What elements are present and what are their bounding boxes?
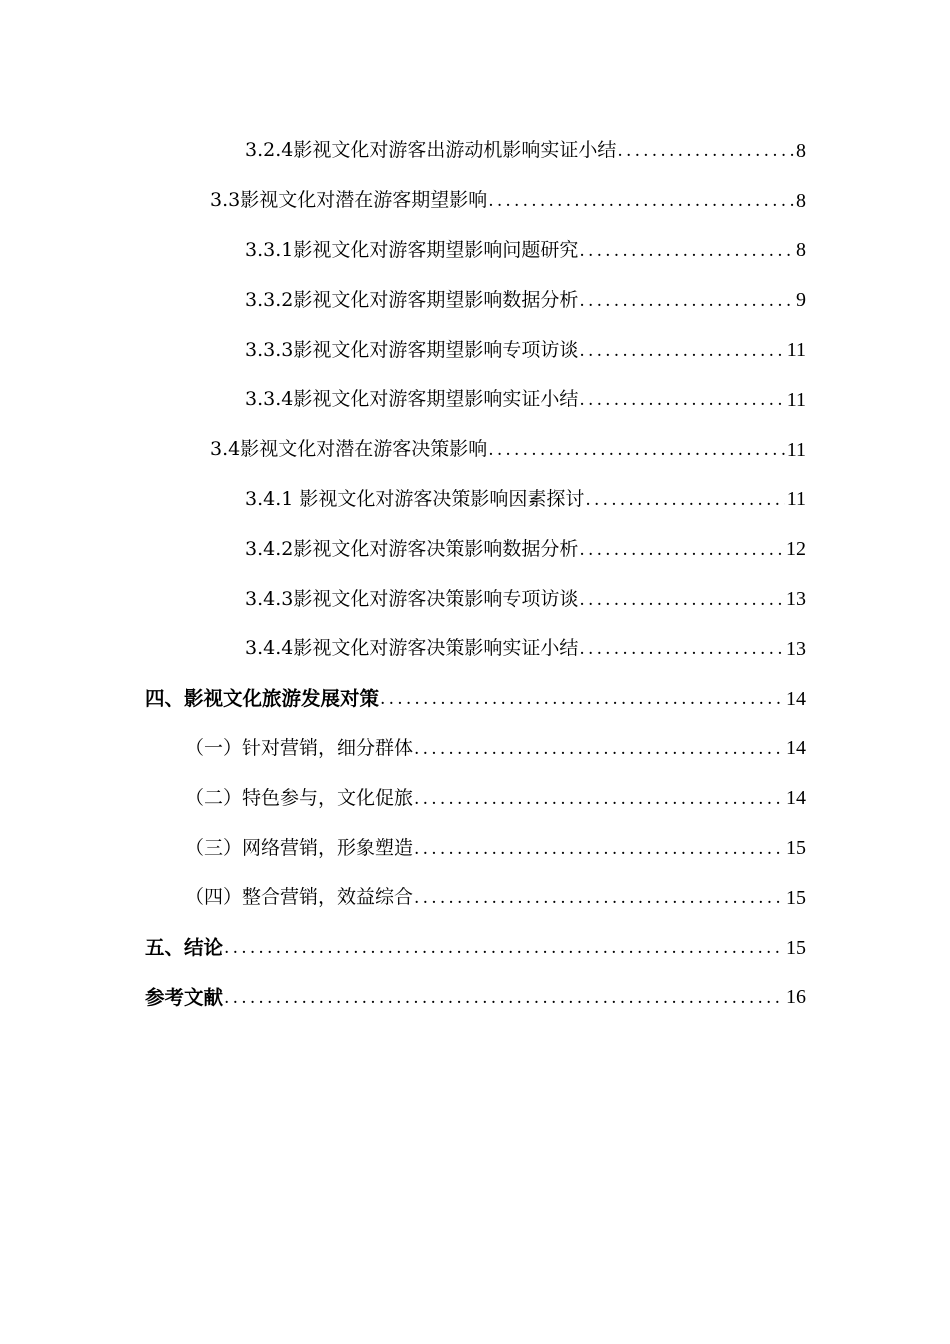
toc-entry-title: 五、结论 — [145, 935, 224, 959]
toc-page-number: 15 — [786, 837, 806, 860]
toc-entry-title: 3.2.4影视文化对游客出游动机影响实证小结 — [245, 139, 617, 162]
toc-page-number: 14 — [786, 737, 806, 760]
toc-entry[interactable] — [0, 773, 950, 823]
toc-entry[interactable] — [0, 475, 950, 525]
toc-entry-title: 3.4影视文化对潜在游客决策影响 — [210, 438, 488, 461]
toc-page-number: 12 — [786, 538, 806, 561]
toc-entry[interactable] — [0, 275, 950, 325]
toc-entry-title: 3.3.3影视文化对游客期望影响专项访谈 — [245, 338, 579, 361]
toc-page-number: 14 — [786, 787, 806, 810]
toc-entry[interactable] — [0, 226, 950, 276]
toc-entry[interactable] — [0, 923, 950, 973]
toc-entry[interactable] — [0, 674, 950, 724]
toc-dot-leader — [579, 243, 794, 260]
toc-dot-leader — [488, 193, 794, 210]
toc-entry-title: （四）整合营销，效益综合 — [185, 886, 414, 909]
toc-dot-leader — [579, 392, 784, 409]
toc-dot-leader — [414, 890, 784, 907]
toc-dot-leader — [579, 542, 784, 559]
toc-page-number: 11 — [786, 388, 806, 411]
toc-entry-title: 3.4.1 影视文化对游客决策影响因素探讨 — [245, 487, 585, 510]
toc-dot-leader — [380, 691, 784, 708]
toc-page-number: 15 — [786, 936, 806, 959]
toc-page-number: 9 — [796, 289, 806, 312]
toc-dot-leader — [414, 791, 784, 808]
toc-page-number: 16 — [786, 986, 806, 1009]
toc-dot-leader — [224, 940, 784, 957]
toc-entry[interactable] — [0, 524, 950, 574]
toc-entry[interactable] — [0, 823, 950, 873]
toc-page-number: 8 — [796, 189, 806, 212]
toc-page-number: 13 — [786, 637, 806, 660]
toc-entry-title: 3.4.2影视文化对游客决策影响数据分析 — [245, 537, 579, 560]
toc-entry-title: （一）针对营销，细分群体 — [185, 736, 414, 759]
toc-dot-leader — [414, 741, 784, 758]
toc-entry[interactable] — [0, 126, 950, 176]
toc-entry-title: 3.4.4影视文化对游客决策影响实证小结 — [245, 637, 579, 660]
toc-entry[interactable] — [0, 873, 950, 923]
toc-dot-leader — [617, 143, 794, 160]
toc-page-number: 8 — [796, 139, 806, 162]
toc-entry-title: 3.4.3影视文化对游客决策影响专项访谈 — [245, 587, 579, 610]
toc-dot-leader — [579, 293, 794, 310]
toc-page-number: 11 — [786, 438, 806, 461]
toc-dot-leader — [488, 442, 785, 459]
toc-entry[interactable] — [0, 624, 950, 674]
toc-page-number: 8 — [796, 239, 806, 262]
toc-dot-leader — [414, 841, 784, 858]
table-of-contents — [0, 126, 950, 1022]
toc-entry-title: 3.3影视文化对潜在游客期望影响 — [210, 189, 488, 212]
toc-entry[interactable] — [0, 325, 950, 375]
toc-entry[interactable] — [0, 724, 950, 774]
toc-entry[interactable] — [0, 425, 950, 475]
toc-entry[interactable] — [0, 375, 950, 425]
toc-entry-title: （三）网络营销，形象塑造 — [185, 836, 414, 859]
toc-entry-title: 四、影视文化旅游发展对策 — [145, 686, 380, 710]
toc-dot-leader — [579, 592, 784, 609]
toc-page-number: 13 — [786, 588, 806, 611]
toc-entry-title: 3.3.2影视文化对游客期望影响数据分析 — [245, 288, 579, 311]
toc-dot-leader — [579, 343, 784, 360]
toc-page-number: 11 — [786, 339, 806, 362]
toc-page-number: 15 — [786, 886, 806, 909]
toc-page-number: 14 — [786, 687, 806, 710]
toc-dot-leader — [224, 990, 784, 1007]
toc-entry[interactable] — [0, 176, 950, 226]
toc-dot-leader — [579, 641, 784, 658]
toc-page-number: 11 — [786, 488, 806, 511]
toc-entry[interactable] — [0, 574, 950, 624]
toc-entry-title: 参考文献 — [145, 985, 224, 1009]
toc-entry[interactable] — [0, 973, 950, 1023]
toc-dot-leader — [585, 492, 784, 509]
toc-entry-title: （二）特色参与，文化促旅 — [185, 786, 414, 809]
toc-entry-title: 3.3.4影视文化对游客期望影响实证小结 — [245, 388, 579, 411]
toc-entry-title: 3.3.1影视文化对游客期望影响问题研究 — [245, 238, 579, 261]
